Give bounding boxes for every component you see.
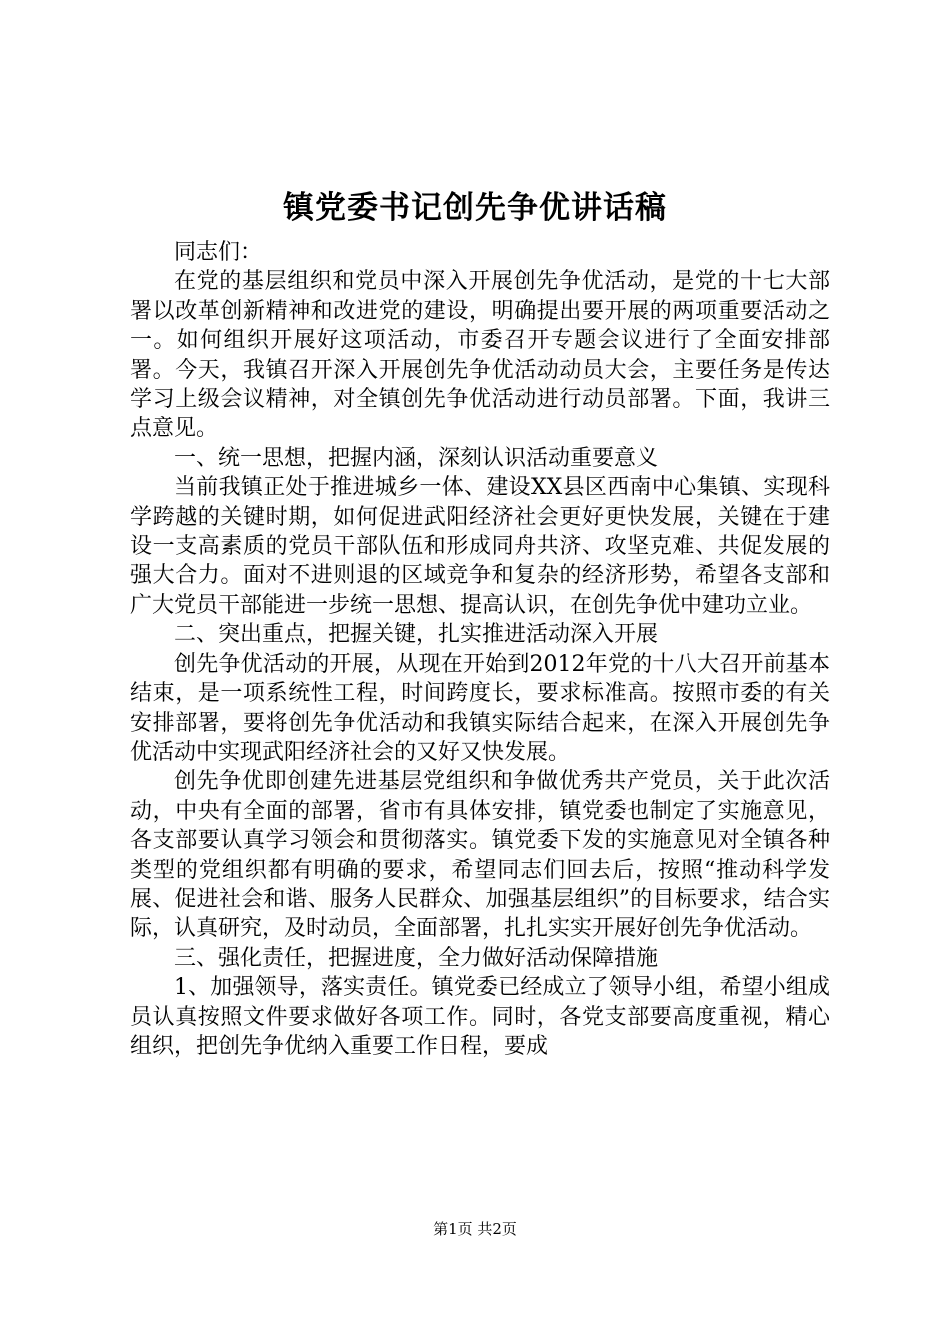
page-footer: 第1页 共2页 (433, 1220, 517, 1238)
body-paragraph: 创先争优即创建先进基层党组织和争做优秀共产党员，关于此次活动，中央有全面的部署，省市有具体安排，镇党委也制定了实施意见，各支部要认真学习领会和贯彻落实。镇党委下发的实施意见对全镇各种类型的党组织都有明确的要求，希望同志们回去后，按照“推动科学发展、促进社会和谐、服务人民群众、加强基层组织”的目标要求，结合实际，认真研究，及时动员，全面部署，扎扎实实开展好创先争优活动。 (130, 769, 830, 942)
document-body (130, 238, 830, 1061)
body-paragraph: 当前我镇正处于推进城乡一体、建设XX县区西南中心集镇、实现科学跨越的关键时期，如何促进武阳经济社会更好更快发展，关键在于建设一支高素质的党员干部队伍和形成同舟共济、攻坚克难、共促发展的强大合力。面对不进则退的区域竞争和复杂的经济形势，希望各支部和广大党员干部能进一步统一思想、提高认识，在创先争优中建功立业。 (130, 475, 830, 618)
document-title: 镇党委书记创先争优讲话稿 (283, 190, 667, 226)
body-paragraph: 创先争优活动的开展，从现在开始到2012年党的十八大召开前基本结束，是一项系统性工程，时间跨度长，要求标准高。按照市委的有关安排部署，要将创先争优活动和我镇实际结合起来，在深入开展创先争优活动中实现武阳经济社会的又好又快发展。 (130, 651, 830, 765)
salutation: 同志们： (174, 240, 263, 265)
body-paragraph: 在党的基层组织和党员中深入开展创先争优活动，是党的十七大部署以改革创新精神和改进党的建设，明确提出要开展的两项重要活动之一。如何组织开展好这项活动，市委召开专题会议进行了全面安排部署。今天，我镇召开深入开展创先争优活动动员大会，主要任务是传达学习上级会议精神，对全镇创先争优活动进行动员部署。下面，我讲三点意见。 (130, 269, 830, 442)
section-heading: 一、统一思想，把握内涵，深刻认识活动重要意义 (174, 445, 659, 471)
section-heading: 三、强化责任，把握进度，全力做好活动保障措施 (174, 945, 659, 971)
section-heading: 二、突出重点，把握关键，扎实推进活动深入开展 (174, 622, 659, 648)
body-paragraph: 1、加强领导，落实责任。镇党委已经成立了领导小组，希望小组成员认真按照文件要求做好各项工作。同时，各党支部要高度重视，精心组织，把创先争优纳入重要工作日程，要成 (130, 975, 830, 1059)
